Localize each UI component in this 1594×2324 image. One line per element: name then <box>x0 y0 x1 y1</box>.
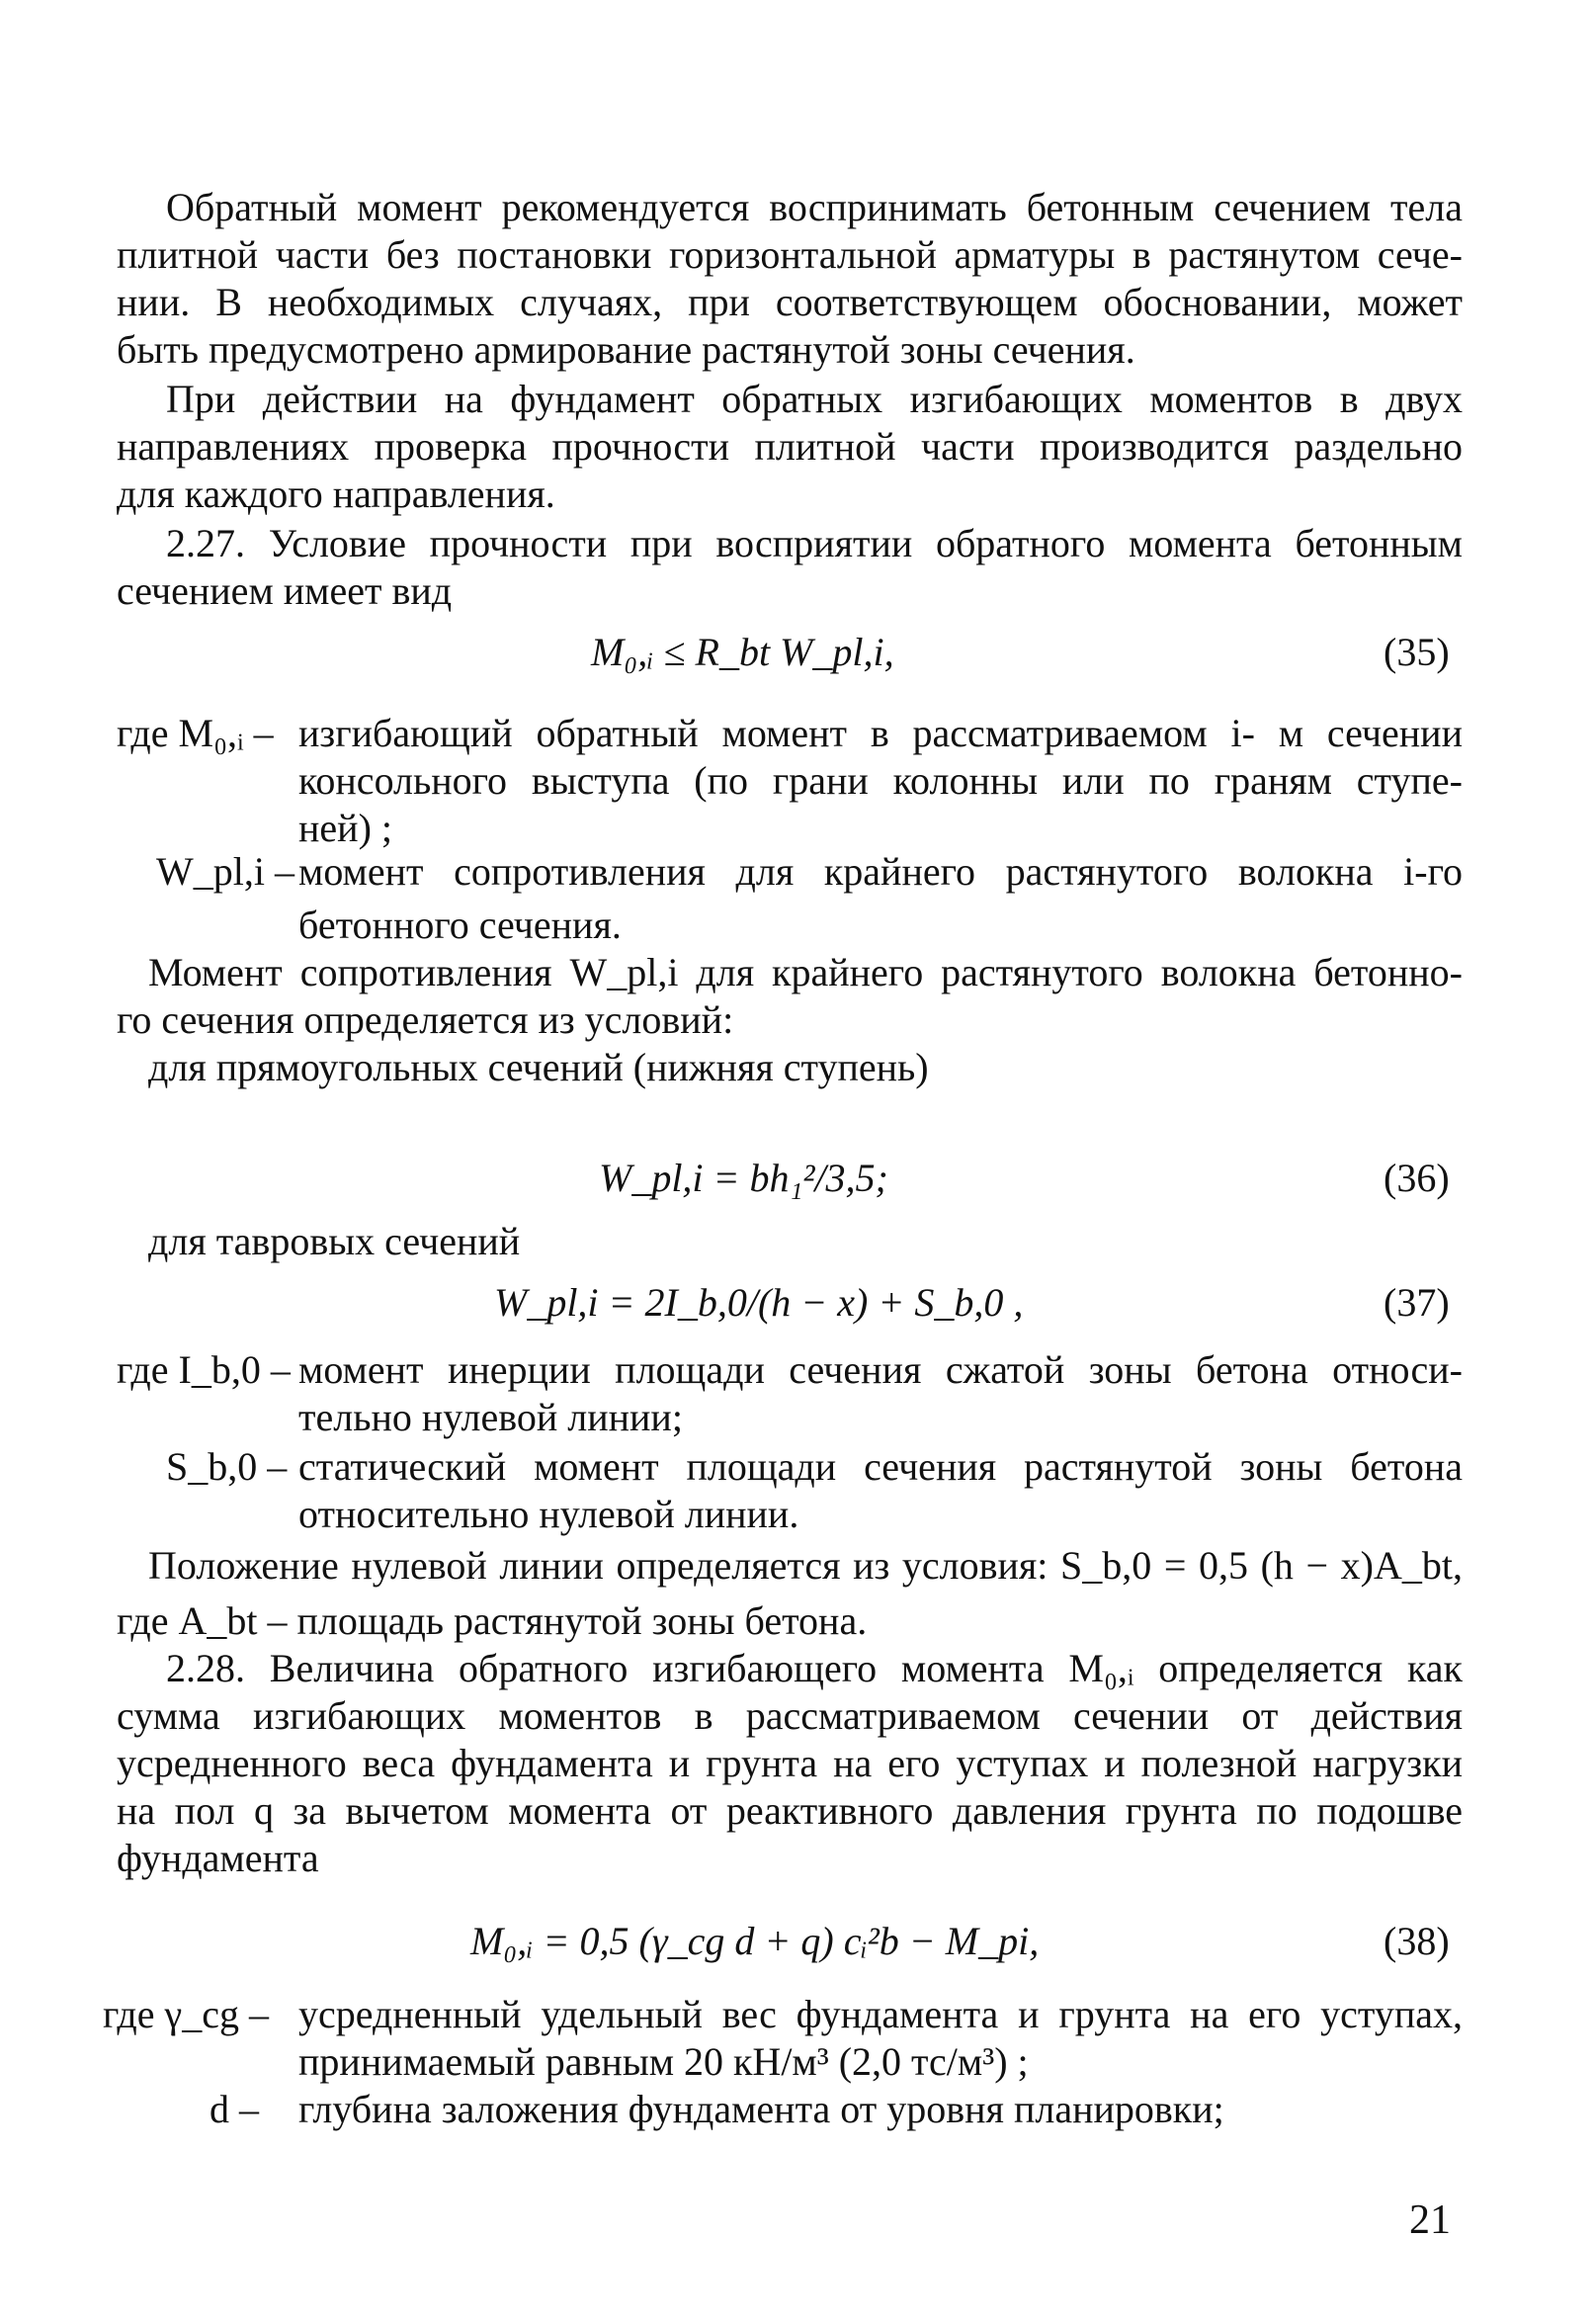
definition-term: где γ_cg – <box>103 1992 269 2036</box>
equation-number-38: (38) <box>1384 1919 1450 1963</box>
definition-text: усредненный удельный вес фундамента и грунта на его уступах, <box>298 1992 1463 2036</box>
paragraph-line: нии. В необходимых случаях, при соответствующем обосновании, может <box>117 280 1463 324</box>
paragraph-line: где A_bt – площадь растянутой зоны бетона. <box>117 1598 868 1643</box>
definition-text: принимаемый равным 20 кН/м³ (2,0 тс/м³) ; <box>298 2039 1029 2084</box>
definition-text: тельно нулевой линии; <box>298 1395 683 1439</box>
definition-term: S_b,0 – <box>166 1444 288 1489</box>
paragraph-line: Положение нулевой линии определяется из условия: S_b,0 = 0,5 (h − x)A_bt, <box>148 1543 1463 1588</box>
definition-text: относительно нулевой линии. <box>298 1492 799 1536</box>
definition-text: изгибающий обратный момент в рассматриваемом i- м сечении <box>298 711 1463 755</box>
paragraph-line: го сечения определяется из условий: <box>117 997 734 1042</box>
definition-term: d – <box>210 2087 259 2131</box>
equation-35: M₀,ᵢ ≤ R_bt W_pl,i, <box>591 630 894 674</box>
paragraph-line: Обратный момент рекомендуется воспринимать бетонным сечением тела <box>166 185 1463 229</box>
definition-text: момент инерции площади сечения сжатой зоны бетона относи- <box>298 1347 1463 1392</box>
paragraph-line: сумма изгибающих моментов в рассматриваемом сечении от действия <box>117 1693 1463 1738</box>
equation-number-35: (35) <box>1384 630 1450 674</box>
definition-term: где I_b,0 – <box>117 1347 291 1392</box>
paragraph-line: для прямоугольных сечений (нижняя ступень) <box>148 1045 929 1089</box>
equation-number-37: (37) <box>1384 1280 1450 1325</box>
paragraph-line: быть предусмотрено армирование растянутой зоны сечения. <box>117 327 1135 372</box>
paragraph-line: на пол q за вычетом момента от реактивного давления грунта по подошве <box>117 1788 1463 1833</box>
equation-37: W_pl,i = 2I_b,0/(h − x) + S_b,0 , <box>494 1280 1024 1325</box>
paragraph-line: фундамента <box>117 1836 319 1880</box>
definition-text: консольного выступа (по грани колонны или по граням ступе- <box>298 758 1463 803</box>
paragraph-line: плитной части без постановки горизонтальной арматуры в растянутом сече- <box>117 232 1463 277</box>
definition-text: момент сопротивления для крайнего растянутого волокна i-го <box>298 849 1463 894</box>
definition-text: ней) ; <box>298 806 392 850</box>
paragraph-line: сечением имеет вид <box>117 568 453 613</box>
paragraph-line: 2.27. Условие прочности при восприятии обратного момента бетонным <box>166 521 1463 565</box>
definition-text: глубина заложения фундамента от уровня планировки; <box>298 2087 1224 2131</box>
paragraph-line: для тавровых сечений <box>148 1219 521 1263</box>
definition-text: бетонного сечения. <box>298 903 622 947</box>
paragraph-line: 2.28. Величина обратного изгибающего момента M₀,ᵢ определяется как <box>166 1646 1463 1690</box>
paragraph-line: усредненного веса фундамента и грунта на его уступах и полезной нагрузки <box>117 1741 1463 1785</box>
page-number: 21 <box>1409 2197 1451 2243</box>
definition-term: W_pl,i – <box>156 849 294 894</box>
paragraph-line: направлениях проверка прочности плитной части производится раздельно <box>117 424 1463 469</box>
equation-38: M₀,ᵢ = 0,5 (γ_cg d + q) cᵢ²b − M_pi, <box>470 1919 1040 1963</box>
equation-number-36: (36) <box>1384 1156 1450 1200</box>
paragraph-line: Момент сопротивления W_pl,i для крайнего растянутого волокна бетонно- <box>148 950 1463 994</box>
definition-term: где M₀,ᵢ – <box>117 711 274 755</box>
definition-text: статический момент площади сечения растянутой зоны бетона <box>298 1444 1463 1489</box>
equation-36: W_pl,i = bh₁²/3,5; <box>599 1156 888 1200</box>
paragraph-line: При действии на фундамент обратных изгибающих моментов в двух <box>166 377 1463 421</box>
paragraph-line: для каждого направления. <box>117 472 555 516</box>
